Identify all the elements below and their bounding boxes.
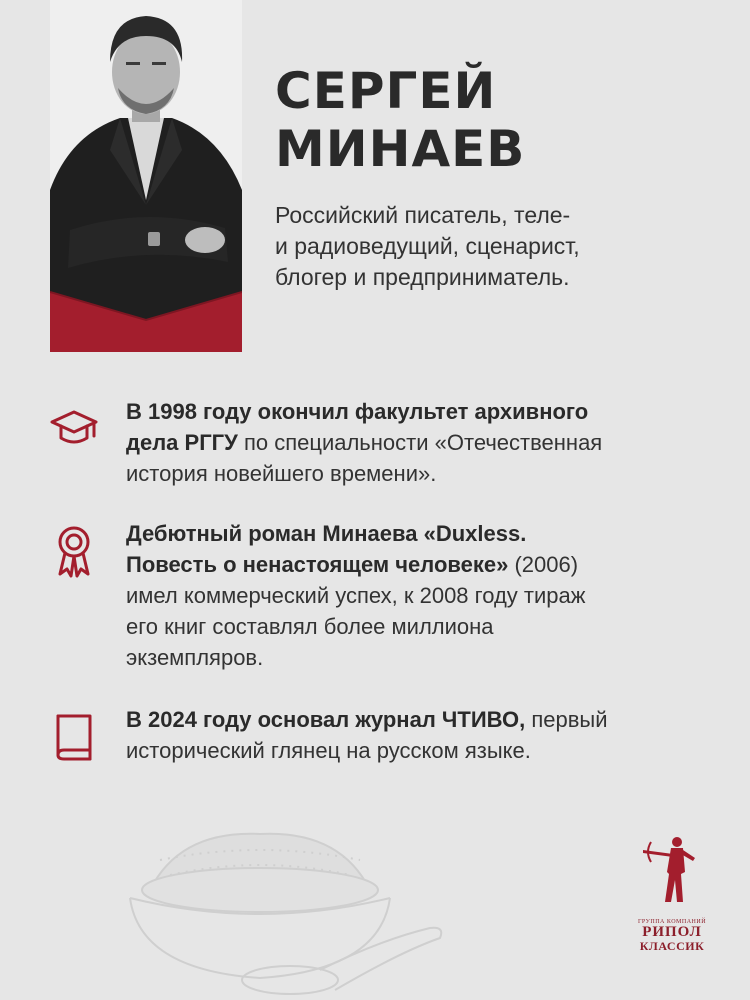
fact-highlight: дела РГГУ [126, 430, 238, 455]
ripol-classic-logo [632, 832, 712, 953]
fact-highlight: В 1998 году окончил факультет архивного [126, 399, 589, 424]
fact-body: история новейшего времени». [126, 461, 437, 486]
book-icon [50, 710, 98, 758]
fact-body: имел коммерческий успех, к 2008 году тираж [126, 583, 586, 608]
logo-brand-line1: РИПОЛ [642, 924, 702, 940]
author-name-line1: СЕРГЕЙ [275, 62, 497, 120]
fact-text [126, 704, 716, 766]
fact-highlight: Дебютный роман Минаева «Duxless. [126, 521, 527, 546]
fact-highlight: В 2024 году основал журнал ЧТИВО, [126, 707, 526, 732]
fact-body: его книг составлял более миллиона [126, 614, 494, 639]
fact-highlight: Повесть о ненастоящем человеке» [126, 552, 509, 577]
fact-body: (2006) [508, 552, 579, 577]
fact-text [126, 518, 716, 673]
fact-body: исторический глянец на русском языке. [126, 738, 531, 763]
logo-brand-line2: КЛАССИК [639, 939, 705, 953]
bio-line: Российский писатель, теле- [275, 202, 571, 228]
bio-line: блогер и предприниматель. [275, 264, 570, 290]
author-bio [275, 200, 695, 293]
fact-text [126, 396, 716, 489]
archer-emblem-icon [637, 832, 707, 912]
author-name-line2: МИНАЕВ [275, 120, 526, 178]
award-ribbon-icon [50, 524, 98, 572]
fact-body: по специальности «Отечественная [237, 430, 603, 455]
fact-body: экземпляров. [126, 645, 264, 670]
logo-tagline: ГРУППА КОМПАНИЙ [637, 919, 707, 925]
author-portrait [50, 0, 242, 352]
bowl-illustration [120, 820, 450, 1000]
fact-body: первый [525, 707, 608, 732]
graduation-cap-icon [50, 404, 98, 452]
author-name [275, 62, 525, 178]
bio-line: и радиоведущий, сценарист, [275, 233, 580, 259]
